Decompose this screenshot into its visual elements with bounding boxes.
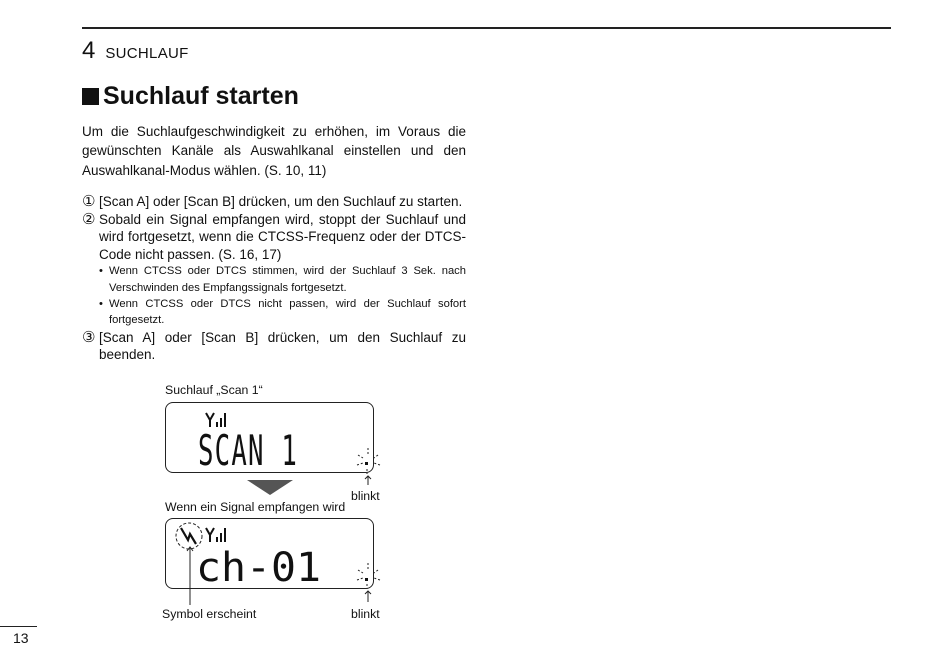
page-number: 13 [0, 626, 37, 646]
symbol-pointer-arrow [180, 545, 200, 607]
figure-caption-middle: Wenn ein Signal empfangen wird [165, 500, 346, 514]
blink-label-1: blinkt [351, 489, 380, 503]
antenna-signal-bars-icon [206, 413, 225, 427]
chapter-number: 4 [82, 37, 96, 64]
blink-label-2: blinkt [351, 607, 380, 621]
transition-arrow-icon [247, 480, 293, 495]
intro-paragraph: Um die Suchlaufgeschwindigkeit zu erhöhen, im Voraus die gewünschten Kanäle als Auswahlkanal einstellen und den Auswahlkanal-Modus wählen. (S. 10, 11) [82, 124, 466, 178]
step-text: [Scan A] oder [Scan B] drücken, um den Suchlauf zu starten. [99, 194, 463, 209]
step-marker: ② [82, 210, 96, 228]
lcd-display-graphic [166, 403, 375, 474]
note-marker: • [99, 265, 103, 278]
note-item [99, 263, 466, 296]
step-marker: ③ [82, 328, 96, 346]
note-text: Wenn CTCSS oder DTCS nicht passen, wird der Suchlauf sofort fortgesetzt. [109, 297, 466, 327]
notes-list [99, 263, 466, 328]
section-heading [82, 80, 299, 112]
lcd-display-scan [165, 402, 374, 473]
step-text: [Scan A] oder [Scan B] drücken, um den Suchlauf zu beenden. [99, 329, 466, 363]
figure-caption-top: Suchlauf „Scan 1“ [165, 383, 263, 397]
chapter-title: SUCHLAUF [105, 45, 189, 62]
steps-list [82, 193, 466, 364]
lcd-text-scan: SCAN 1 [198, 426, 298, 474]
symbol-label: Symbol erscheint [162, 607, 257, 621]
antenna-signal-bars-icon [206, 528, 225, 542]
step-item [82, 329, 466, 364]
note-item [99, 296, 466, 329]
step-text: Sobald ein Signal empfangen wird, stoppt der Suchlauf und wird fortgesetzt, wenn die CTCSS-Frequenz oder der DTCS-Code nicht passen. (S. 16, 17) [99, 211, 466, 262]
step-item [82, 211, 466, 264]
section-title: Suchlauf starten [103, 82, 299, 110]
step-marker: ① [82, 193, 96, 210]
lcd-text-channel: ch-01 [196, 545, 321, 590]
step-item [82, 193, 466, 211]
note-text: Wenn CTCSS oder DTCS stimmen, wird der Suchlauf 3 Sek. nach Verschwinden des Empfangssignals fortgesetzt. [109, 265, 466, 294]
square-bullet-icon [82, 88, 99, 105]
blink-marker-1 [350, 445, 390, 495]
header-rule [82, 27, 891, 29]
chapter-header [82, 37, 189, 65]
note-marker: • [99, 297, 103, 310]
busy-lightning-icon [181, 528, 196, 544]
blink-marker-2 [350, 560, 390, 610]
